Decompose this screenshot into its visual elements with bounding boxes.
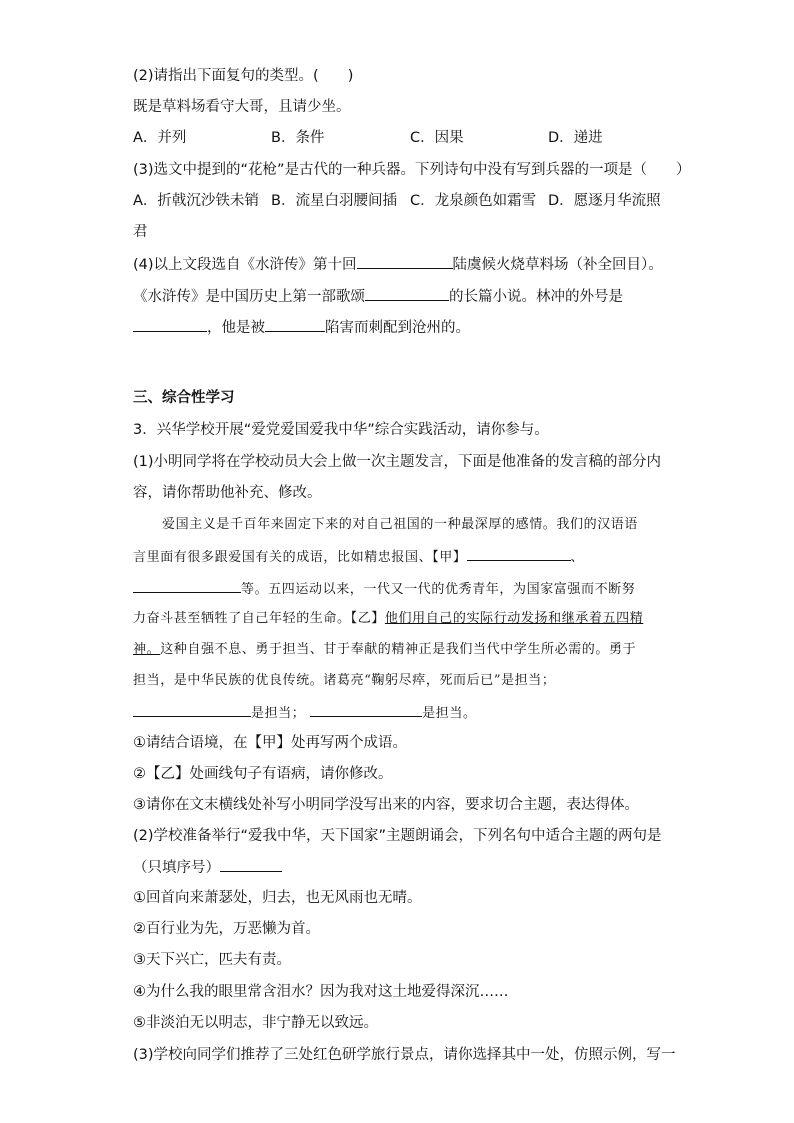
answer-blank[interactable] [357, 254, 453, 269]
speech-line-6: 担当，是中华民族的优良传统。诸葛亮“鞠躬尽瘁，死而后已”是担当； [133, 673, 556, 688]
speech-line-3 [133, 578, 635, 600]
speech-line-2 [133, 546, 584, 568]
text: 是担当； [251, 706, 306, 721]
answer-blank[interactable] [365, 286, 449, 301]
option-d: D．愿逐月华流照 [548, 193, 661, 209]
text: 力奋斗甚至牺牲了自己年轻的生命。【乙】 [133, 611, 385, 626]
question-2-3-stem: (3)选文中提到的“花枪”是古代的一种兵器。下列诗句中没有写到兵器的一项是（ ） [133, 162, 691, 178]
option-a: A．并列 [133, 130, 187, 146]
answer-blank[interactable] [133, 578, 241, 593]
quote-item: ④为什么我的眼里常含泪水？因为我对这土地爱得深沉…… [133, 984, 509, 1000]
option-d-continuation: 君 [133, 224, 148, 240]
answer-blank[interactable] [265, 317, 325, 332]
text: ，他是被 [207, 320, 265, 336]
text: (4)以上文段选自《水浒传》第十回 [133, 257, 357, 273]
speech-line-1: 爱国主义是千百年来固定下来的对自己祖国的一种最深厚的感情。我们的汉语语 [162, 517, 639, 532]
underlined-sentence: 神。 [133, 642, 161, 657]
text: 、 [570, 550, 585, 565]
text: 是担当。 [422, 706, 477, 721]
task-2: ②【乙】处画线句子有语病，请你修改。 [133, 766, 393, 782]
answer-blank[interactable] [310, 702, 422, 717]
quote-item: ②百行业为先，万恶懒为首。 [133, 921, 320, 937]
text: 《水浒传》是中国历史上第一部歌颂 [133, 289, 365, 305]
question-3-3-line-1: (3)学校向同学们推荐了三处红色研学旅行景点，请你选择其中一处，仿照示例，写一 [133, 1047, 676, 1063]
question-3-1-line-1: (1)小明同学将在学校动员大会上做一次主题发言，下面是他准备的发言稿的部分内 [133, 454, 662, 470]
quote-item: ⑤非淡泊无以明志，非宁静无以致远。 [133, 1015, 378, 1031]
answer-blank[interactable] [133, 317, 207, 332]
question-3-1-line-2: 容，请你帮助他补充、修改。 [133, 485, 322, 501]
text: 等。五四运动以来，一代又一代的优秀青年，为国家富强而不断努 [241, 582, 636, 597]
option-c: C．龙泉颜色如霜雪 [410, 193, 537, 209]
option-b: B．流星白羽腰间插 [271, 193, 397, 209]
option-d: D．递进 [548, 130, 603, 146]
question-3-2-line-1: (2)学校准备举行“爱我中华，天下国家”主题朗诵会，下列名句中适合主题的两句是 [133, 828, 662, 844]
speech-line-4 [133, 609, 643, 629]
option-c: C．因果 [410, 130, 464, 146]
question-3-intro: 3．兴华学校开展“爱党爱国爱我中华”综合实践活动，请你参与。 [133, 422, 549, 438]
question-2-4-line-2 [133, 286, 623, 307]
quote-item: ③天下兴亡，匹夫有责。 [133, 952, 291, 968]
question-2-2-stem: (2)请指出下面复句的类型。( ) [133, 68, 354, 84]
text: 言里面有很多跟爱国有关的成语，比如精忠报国、【甲】 [133, 550, 467, 565]
answer-blank[interactable] [133, 702, 251, 717]
task-1: ①请结合语境，在【甲】处再写两个成语。 [133, 735, 407, 751]
question-2-2-sentence: 既是草料场看守大哥，且请少坐。 [133, 99, 351, 115]
option-a: A．折戟沉沙铁未销 [133, 193, 259, 209]
question-3-2-line-2 [133, 857, 282, 878]
underlined-sentence: 他们用自己的实际行动发扬和继承着五四精 [384, 611, 644, 626]
text: 这种自强不息、勇于担当、甘于奉献的精神正是我们当代中学生所必需的。勇于 [160, 642, 637, 657]
answer-blank[interactable] [220, 857, 282, 872]
question-2-4-line-3 [133, 317, 470, 338]
text: 的长篇小说。林冲的外号是 [449, 289, 623, 305]
speech-line-5 [133, 640, 636, 660]
quote-item: ①回首向来萧瑟处，归去，也无风雨也无晴。 [133, 890, 422, 906]
text: 陷害而刺配到沧州的。 [325, 320, 470, 336]
text: 陆虞候火烧草料场（补全回目）。 [452, 257, 663, 273]
speech-line-7 [133, 702, 477, 724]
text: （只填序号） [133, 860, 220, 876]
answer-blank[interactable] [467, 546, 571, 561]
option-b: B．条件 [271, 130, 325, 146]
section-heading: 三、综合性学习 [133, 390, 235, 406]
question-2-4-line-1 [133, 254, 663, 275]
task-3: ③请你在文末横线处补写小明同学没写出来的内容，要求切合主题，表达得体。 [133, 797, 639, 813]
